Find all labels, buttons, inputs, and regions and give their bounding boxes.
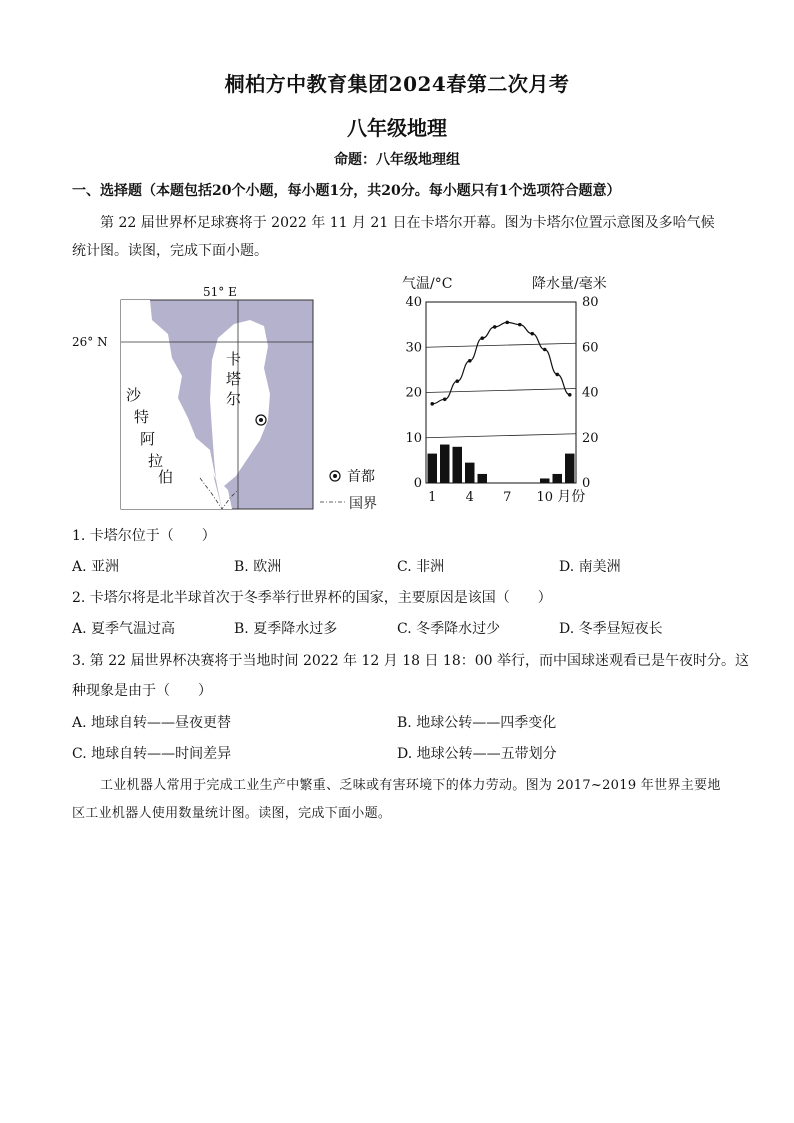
- question-1-stem: 1. 卡塔尔位于（ ）: [72, 528, 216, 544]
- qatar-label-2: 塔: [226, 370, 242, 388]
- temperature-point: [505, 321, 509, 325]
- temperature-point: [455, 379, 459, 383]
- temp-tick-label: 10: [405, 430, 422, 446]
- precip-tick-label: 20: [582, 430, 599, 446]
- precip-tick-label: 0: [582, 476, 591, 491]
- temperature-point: [443, 397, 447, 401]
- intro-paragraph: 第 22 届世界杯足球赛将于 2022 年 11 月 21 日在卡塔尔开幕。图为卡塔尔位置示意图及多哈气候统计图。读图，完成下面小题。: [72, 215, 715, 259]
- qatar-label-1: 卡: [226, 350, 242, 368]
- temp-tick-label: 20: [405, 385, 422, 401]
- month-tick-label: 7: [503, 490, 512, 505]
- gridline: [426, 389, 576, 393]
- month-tick-label: 4: [465, 490, 474, 505]
- temperature-point: [543, 348, 547, 352]
- precip-bar: [428, 454, 438, 483]
- question-3-stem-line2: 种现象是由于（ ）: [72, 683, 212, 699]
- temp-axis-label: 气温/°C: [402, 276, 453, 292]
- temp-tick-label: 30: [405, 340, 422, 356]
- temperature-point: [518, 323, 522, 327]
- temperature-point: [480, 336, 484, 340]
- island: [132, 327, 140, 333]
- q1-option-c[interactable]: C. 非洲: [397, 559, 445, 575]
- exam-subtitle: 八年级地理: [347, 116, 447, 140]
- saudi-label-5: 伯: [158, 468, 174, 486]
- precip-bar: [440, 445, 450, 483]
- precip-bar: [540, 478, 550, 483]
- precip-bar: [565, 454, 575, 483]
- q2-option-c[interactable]: C. 冬季降水过少: [397, 621, 501, 637]
- temperature-point: [493, 325, 497, 329]
- longitude-label: 51° E: [203, 285, 237, 299]
- section-heading: 一、选择题（本题包括20个小题，每小题1分，共20分。每小题只有1个选项符合题意）: [72, 183, 621, 199]
- precip-bar: [478, 474, 488, 483]
- q2-option-a[interactable]: A. 夏季气温过高: [72, 621, 176, 637]
- month-tick-label: 10: [536, 490, 554, 505]
- gridline: [426, 434, 576, 438]
- qatar-label-3: 尔: [226, 390, 242, 408]
- gridline: [426, 343, 576, 347]
- precip-tick-label: 60: [582, 340, 599, 356]
- question-2-stem: 2. 卡塔尔将是北半球首次于冬季举行世界杯的国家，主要原因是该国（ ）: [72, 590, 552, 606]
- legend-capital-label: 首都: [347, 469, 375, 485]
- island: [155, 367, 161, 377]
- legend-border-label: 国界: [349, 496, 377, 512]
- temp-tick-label: 40: [405, 295, 422, 310]
- precip-tick-label: 80: [582, 295, 599, 310]
- q1-option-a[interactable]: A. 亚洲: [72, 559, 120, 575]
- question-3-stem-line1: 3. 第 22 届世界杯决赛将于当地时间 2022 年 12 月 18 日 18：00 举行，而中国球迷观看已是午夜时分。这: [72, 653, 750, 669]
- legend-capital-dot: [333, 474, 337, 478]
- saudi-label-1: 沙: [126, 386, 142, 404]
- exam-title: 桐柏方中教育集团2024春第二次月考: [224, 72, 570, 96]
- capital-doha-dot: [259, 418, 263, 422]
- temperature-point: [530, 332, 534, 336]
- q3-option-b[interactable]: B. 地球公转——四季变化: [397, 715, 557, 731]
- qatar-location-map: [60, 280, 400, 520]
- precip-tick-label: 40: [582, 385, 599, 401]
- latitude-label: 26° N: [72, 335, 108, 349]
- intro-paragraph-2: 工业机器人常用于完成工业生产中繁重、乏味或有害环境下的体力劳动。图为 2017~2019 年世界主要地区工业机器人使用数量统计图。读图，完成下面小题。: [72, 778, 721, 821]
- saudi-label-2: 特: [134, 408, 150, 426]
- temperature-point: [568, 393, 572, 397]
- month-unit-label: 月份: [557, 489, 586, 505]
- month-tick-label: 1: [428, 490, 437, 505]
- saudi-label-3: 阿: [140, 430, 156, 448]
- temperature-point: [468, 359, 472, 363]
- q3-option-c[interactable]: C. 地球自转——时间差异: [72, 746, 232, 762]
- temperature-point: [555, 373, 559, 377]
- q2-option-d[interactable]: D. 冬季昼短夜长: [559, 621, 663, 637]
- q1-option-b[interactable]: B. 欧洲: [234, 559, 282, 575]
- precip-bar: [465, 463, 475, 483]
- precip-bar: [553, 474, 563, 483]
- q3-option-d[interactable]: D. 地球公转——五带划分: [397, 746, 557, 762]
- exam-author: 命题：八年级地理组: [334, 152, 460, 168]
- doha-climate-chart: [390, 268, 630, 518]
- precip-bar: [453, 447, 463, 483]
- q3-option-a[interactable]: A. 地球自转——昼夜更替: [72, 715, 232, 731]
- q1-option-d[interactable]: D. 南美洲: [559, 559, 621, 575]
- temperature-point: [430, 402, 434, 406]
- temp-tick-label: 0: [413, 476, 422, 491]
- saudi-label-4: 拉: [148, 452, 164, 470]
- q2-option-b[interactable]: B. 夏季降水过多: [234, 621, 338, 637]
- precip-axis-label: 降水量/毫米: [532, 276, 607, 292]
